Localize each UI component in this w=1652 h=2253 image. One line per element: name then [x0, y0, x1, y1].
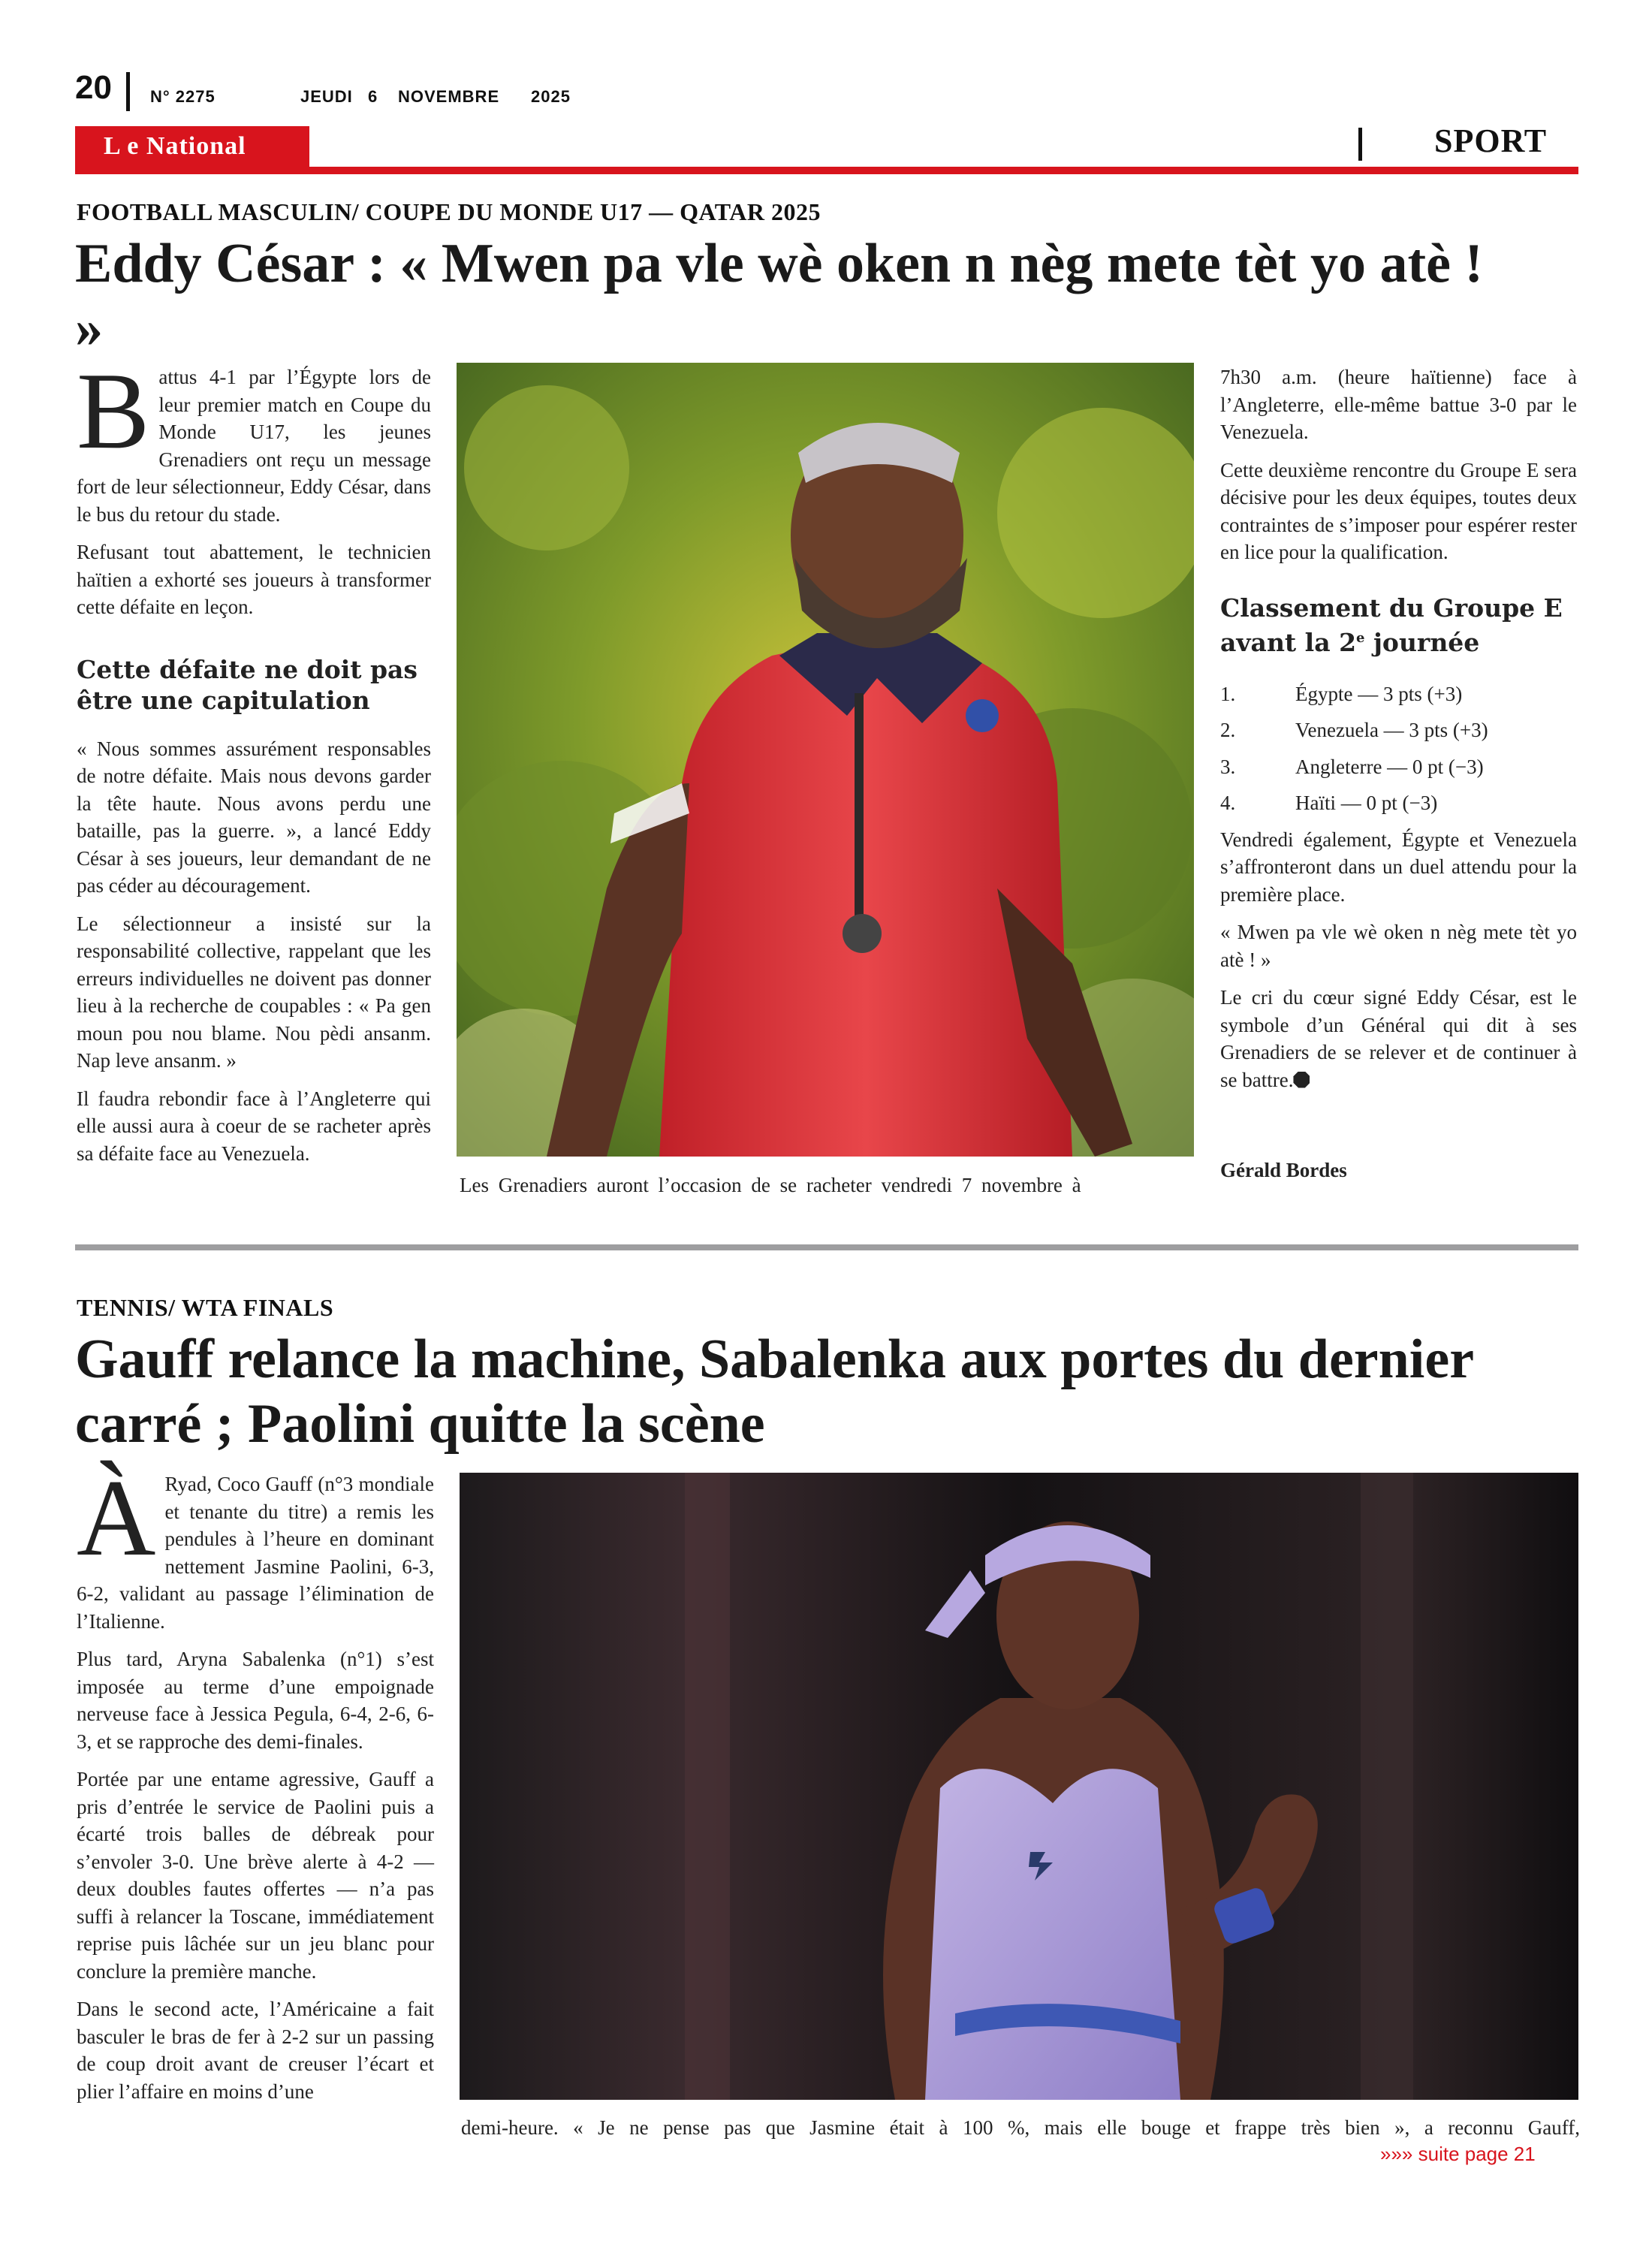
article1-left-column: [77, 350, 431, 1178]
newspaper-logo: L e National: [104, 132, 246, 160]
section-title: SPORT: [1434, 122, 1548, 159]
standings-title-sup: e: [1356, 629, 1365, 646]
article1-headline-line2: »: [75, 297, 103, 359]
standings-title: [1220, 593, 1577, 658]
article1-right-column: [1220, 363, 1577, 1104]
header-divider: [126, 72, 130, 111]
article1-headline: [75, 231, 1584, 360]
article1-p1-text: attus 4-1 par l’Égypte lors de leur premier match en Coupe du Monde U17, les jeunes Grenadiers ont reçu un message fort de leur sélectionneur, Eddy César, dans le bus du retour du stade.: [77, 366, 431, 526]
article2-p1-text: Ryad, Coco Gauff (n°3 mondiale et tenante du titre) a remis les pendules à l’heure en dominant nettement Jasmine Paolini, 6-3, 6-2, validant au passage l’élimination de l’Italienne.: [77, 1473, 434, 1633]
article2-headline-line2: carré ; Paolini quitte la scène: [75, 1393, 765, 1455]
article1-p5: Il faudra rebondir face à l’Angleterre qui elle aussi aura à coeur de se racheter après sa défaite face au Venezuela.: [77, 1087, 431, 1165]
article2-left-column: [77, 1457, 434, 2116]
article1-headline-line1: Eddy César : « Mwen pa vle wè oken n nèg mete tèt yo atè !: [75, 233, 1484, 294]
standings-team: Égypte — 3 pts (+3): [1295, 682, 1463, 705]
article2-paragraph: [77, 1457, 434, 1635]
issue-day: JEUDI: [300, 87, 353, 106]
standings-title-text: Classement du Groupe E avant la 2: [1220, 593, 1563, 657]
article1-p2: Refusant tout abattement, le technicien haïtien a exhorté ses joueurs à transformer cette défaite en leçon.: [77, 541, 431, 618]
standings-list: [1220, 680, 1577, 817]
article1-kicker: FOOTBALL MASCULIN/ COUPE DU MONDE U17 — QATAR 2025: [77, 198, 821, 225]
issue-year: 2025: [531, 87, 571, 106]
article1-p4: Le sélectionneur a insisté sur la responsabilité collective, rappelant que les erreurs individuelles ne doivent pas donner lieu à la recherche de coupables : « Pa gen moun pou nou blame. Nou pèdi ansanm. Nap leve ansanm. »: [77, 912, 431, 1072]
issue-date: 6: [368, 87, 378, 106]
article2-dropcap: À: [77, 1457, 156, 1579]
article1-r2: Cette deuxième rencontre du Groupe E sera décisive pour les deux équipes, toutes deux contraintes de s’imposer pour espérer rester en lice pour la qualification.: [1220, 458, 1577, 563]
issue-number: N° 2275: [150, 87, 216, 106]
article2-headline: [75, 1327, 1584, 1456]
article1-r5-paragraph: [1220, 984, 1577, 1093]
coach-photo: [457, 363, 1194, 1157]
article2-p2: Plus tard, Aryna Sabalenka (n°1) s’est imposée au terme d’une empoignade nerveuse face à Jessica Pegula, 6-4, 2-6, 6-3, et se rapproche des demi-finales.: [77, 1648, 434, 1753]
standings-team: Venezuela — 3 pts (+3): [1295, 719, 1488, 741]
standings-team: Angleterre — 0 pt (−3): [1295, 755, 1484, 778]
standings-row: [1220, 716, 1577, 744]
section-divider: [1358, 128, 1362, 161]
article1-signature: Gérald Bordes: [1220, 1159, 1347, 1181]
continued-on-page-link[interactable]: »»» suite page 21: [1380, 2143, 1536, 2165]
article2-kicker: TENNIS/ WTA FINALS: [77, 1294, 334, 1321]
article1-r4: « Mwen pa vle wè oken n nèg mete tèt yo atè ! »: [1220, 921, 1577, 971]
standings-rank: 2.: [1220, 719, 1236, 741]
article1-paragraph: [77, 350, 431, 528]
page-number: 20: [75, 69, 112, 106]
standings-row: [1220, 789, 1577, 817]
header-red-rule: [75, 167, 1578, 174]
article1-subhead: Cette défaite ne doit pas être une capitulation: [77, 654, 418, 715]
article1-r5: Le cri du cœur signé Eddy César, est le symbole d’un Général qui dit à ses Grenadiers de se relever et de continuer à se battre.: [1220, 986, 1577, 1091]
coach-photo-caption: Les Grenadiers auront l’occasion de se racheter vendredi 7 novembre à: [460, 1174, 1081, 1196]
standings-row: [1220, 753, 1577, 781]
article2-p3: Portée par une entame agressive, Gauff a pris d’entrée le service de Paolini puis a écarté trois balles de débreak pour s’envoler 3-0. Une brève alerte à 4-2 — deux doubles fautes offertes — n’a pas suffi à relancer la Toscane, immédiatement reprise puis lâchée sur un jeu blanc pour conclure la première manche.: [77, 1768, 434, 1983]
standings-row: [1220, 680, 1577, 708]
article2-headline-line1: Gauff relance la machine, Sabalenka aux portes du dernier: [75, 1329, 1475, 1390]
article1-r1: 7h30 a.m. (heure haïtienne) face à l’Angleterre, elle-même battue 3-0 par le Venezuela.: [1220, 366, 1577, 443]
article1-p3: « Nous sommes assurément responsables de notre défaite. Mais nous devons garder la tête haute. Nous avons perdu une bataille, pas la guerre. », a lancé Eddy César à ses joueurs, leur demandant de ne pas céder au découragement.: [77, 737, 431, 897]
standings-title-end: journée: [1364, 627, 1480, 657]
article2-p4: Dans le second acte, l’Américaine a fait basculer le bras de fer à 2-2 sur un passing de coup droit avant de creuser l’écart et plier l’affaire en moins d’une: [77, 1998, 434, 2103]
standings-rank: 3.: [1220, 755, 1236, 778]
end-of-article-icon: [1293, 1072, 1310, 1088]
article1-dropcap: B: [77, 350, 150, 472]
gauff-photo-caption: demi-heure. « Je ne pense pas que Jasmine était à 100 %, mais elle bouge et frappe très bien », a reconnu Gauff,: [461, 2116, 1580, 2139]
article-separator: [75, 1244, 1578, 1250]
standings-team: Haïti — 0 pt (−3): [1295, 792, 1438, 814]
standings-rank: 1.: [1220, 682, 1236, 705]
article1-r3: Vendredi également, Égypte et Venezuela s’affronteront dans un duel attendu pour la première place.: [1220, 828, 1577, 906]
issue-month: NOVEMBRE: [398, 87, 500, 106]
gauff-photo: [460, 1473, 1578, 2100]
standings-rank: 4.: [1220, 792, 1236, 814]
